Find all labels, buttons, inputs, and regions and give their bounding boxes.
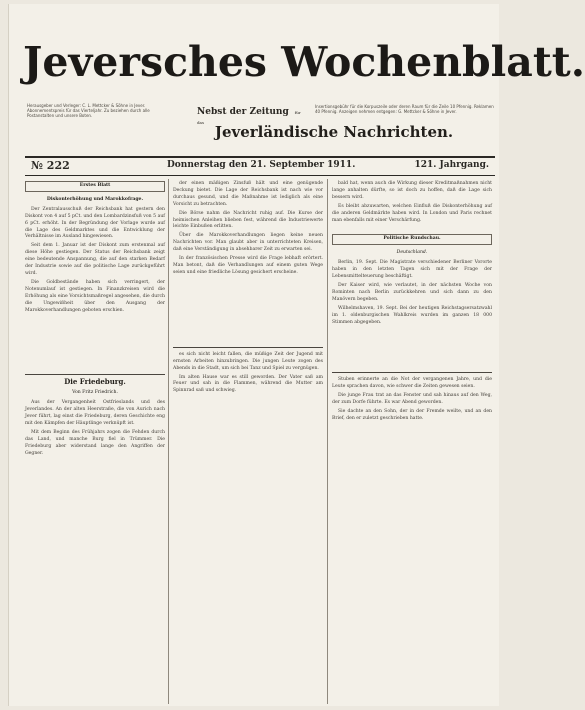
masthead-subtitle: Jeverländische Nachrichten. bbox=[214, 123, 454, 141]
section-erstes-blatt: Erstes Blatt bbox=[25, 181, 165, 192]
paragraph: es sich nicht leicht fallen, die müßige Zeit der Jugend mit ernsten Arbeiten hinzubringen. Die jungen Leute zogen des Abends in die Stadt, um sich bei Tanz und Spiel zu vergnügen. bbox=[173, 351, 323, 371]
masthead-title: Jeversches Wochenblatt. bbox=[23, 38, 585, 86]
paragraph: Im alten Hause war es still geworden. Der Vater saß am Feuer und sah in die Flammen, während die Mutter am Spinnrad saß und schwieg. bbox=[173, 374, 323, 394]
paragraph: Aus der Vergangenheit Ostfrieslands und des Jeverlandes. An der alten Heerstraße, die von Aurich nach Jever führt, lag einst die Friedeburg, deren Geschichte eng mit den Kämpfen der Häuptlinge verknüpft ist. bbox=[25, 400, 165, 426]
column-1 bbox=[25, 181, 165, 701]
paragraph: bald hat, wenn auch die Wirkung dieser Kreditmaßnahmen nicht lange anhalten dürfte, so ist doch zu hoffen, daß die Lage sich bessern wird. bbox=[332, 181, 492, 200]
advertising-note: Insertionsgebühr für die Korpuszeile oder deren Raum für die Zeile 10 Pfennig. Reklamen 40 Pfennig. Anzeigen nehmen entgegen: G. Mettcker & Söhne in Jever. bbox=[315, 104, 494, 114]
column-rule bbox=[168, 179, 169, 704]
companion-paper-small: für das bbox=[197, 110, 301, 125]
dateline bbox=[25, 159, 495, 174]
paragraph: Der Zentralausschuß der Reichsbank hat gestern den Diskont von 4 auf 5 pCt. und den Lombardzinsfuß von 5 auf 6 pCt. erhöht. In der Begründung der Vorlage wurde auf die Lage des Geldmarktes und die Entwicklung der Verhältnisse im Ausland hingewiesen. bbox=[25, 206, 165, 240]
paragraph: Der Kaiser wird, wie verlautet, in der nächsten Woche von Rominten nach Berlin zurückkehren und sich dann zu den Manövern begeben. bbox=[332, 282, 492, 302]
paragraph: Mit dem Beginn des Frühjahrs zogen die Fehden durch das Land, und manche Burg fiel in Trümmer. Die Friedeburg aber widerstand lange den Angriffen der Gegner. bbox=[25, 429, 165, 456]
paragraph: Seit dem 1. Januar ist der Diskont zum erstenmal auf diese Höhe gestiegen. Der Status der Reichsbank zeigt eine bedeutende Anspannung, die auf den starken Bedarf der Industrie sowie auf die politische Lage zurückgeführt wird. bbox=[25, 243, 165, 276]
column-2 bbox=[173, 181, 323, 701]
article-title-diskont: Diskonterhöhung und Marokkofrage. bbox=[46, 196, 144, 202]
paragraph: Berlin, 19. Sept. Die Magistrate verschiedener Berliner Vororte haben in den letzten Tagen sich mit der Frage der Lebensmittelteuerung beschäftigt. bbox=[332, 260, 492, 280]
issue-number: № 222 bbox=[31, 159, 70, 172]
paragraph: Die Börse nahm die Nachricht ruhig auf. Die Kurse der heimischen Anleihen blieben fest, während die Industriewerte leichte Einbußen erlitten. bbox=[173, 210, 323, 230]
article-title-friedeburg: Die Friedeburg. bbox=[64, 377, 126, 387]
article-separator bbox=[332, 372, 492, 373]
paragraph: Es bleibt abzuwarten, welchen Einfluß die Diskonterhöhung auf die anderen Geldmärkte haben wird. In London und Paris rechnet man ebenfalls mit einer Verschärfung. bbox=[332, 203, 492, 223]
paragraph: Sie dachte an den Sohn, der in der Fremde weilte, und an den Brief, den er zuletzt geschrieben hatte. bbox=[332, 409, 492, 421]
section-subheading: Deutschland. bbox=[396, 250, 428, 256]
publisher-note: Herausgeber und Verleger: C. L. Mettcker & Söhne in Jever. Abonnementspreis für das Vierteljahr. Zu beziehen durch alle Postanstalten und unsere Boten. bbox=[27, 103, 150, 118]
paragraph: Die junge Frau trat an das Fenster und sah hinaus auf den Weg, der zum Dorfe führte. Es war Abend geworden. bbox=[332, 393, 492, 406]
issue-volume: 121. Jahrgang. bbox=[414, 160, 489, 170]
companion-paper-label: Nebst der Zeitung bbox=[197, 107, 289, 117]
newspaper-page bbox=[8, 4, 585, 706]
paragraph: Die Goldbestände haben sich verringert, der Notenumlauf ist gestiegen. In Finanzkreisen wird die Erhöhung als eine Vorsichtsmaßregel angesehen, die durch die Ungewißheit über den Ausgang der Marokkoverhandlungen geboten erschien. bbox=[25, 279, 165, 313]
issue-date: Donnerstag den 21. September 1911. bbox=[167, 160, 356, 170]
paragraph: In der französischen Presse wird die Frage lebhaft erörtert. Man betont, daß die Verhandlungen auf einem guten Wege seien und eine friedliche Lösung gesichert erscheine. bbox=[173, 256, 323, 275]
paragraph: Über die Marokkoverhandlungen liegen keine neuen Nachrichten vor. Man glaubt aber in unterrichteten Kreisen, daß eine Verständigung in absehbarer Zeit zu erwarten sei. bbox=[173, 233, 323, 253]
section-politische-rundschau: Politische Rundschau. bbox=[332, 234, 492, 245]
paragraph: Wilhelmshaven, 19. Sept. Bei der heutigen Reichstagsersatzwahl im 1. oldenburgischen Wahlkreis wurden im ganzen 18 000 Stimmen abgegeben. bbox=[332, 305, 492, 325]
article-separator bbox=[25, 374, 165, 375]
article-separator bbox=[173, 347, 323, 348]
column-rule bbox=[327, 179, 328, 704]
paragraph: Stuben erinnerte an die Not der vergangenen Jahre, und die Leute sprachen davon, wie schwer die Zeiten gewesen seien. bbox=[332, 377, 492, 390]
article-byline: Von Fritz Friedrich. bbox=[72, 390, 118, 396]
top-rule bbox=[25, 156, 495, 158]
paragraph: der einen mäßigen Zinsfuß hält und eine genügende Deckung bietet. Die Lage der Reichsbank ist nach wie vor durchaus gesund, und die Maßnahme ist lediglich als eine Vorsicht zu betrachten. bbox=[173, 181, 323, 207]
dateline-rule bbox=[25, 175, 495, 176]
column-3 bbox=[332, 181, 492, 701]
